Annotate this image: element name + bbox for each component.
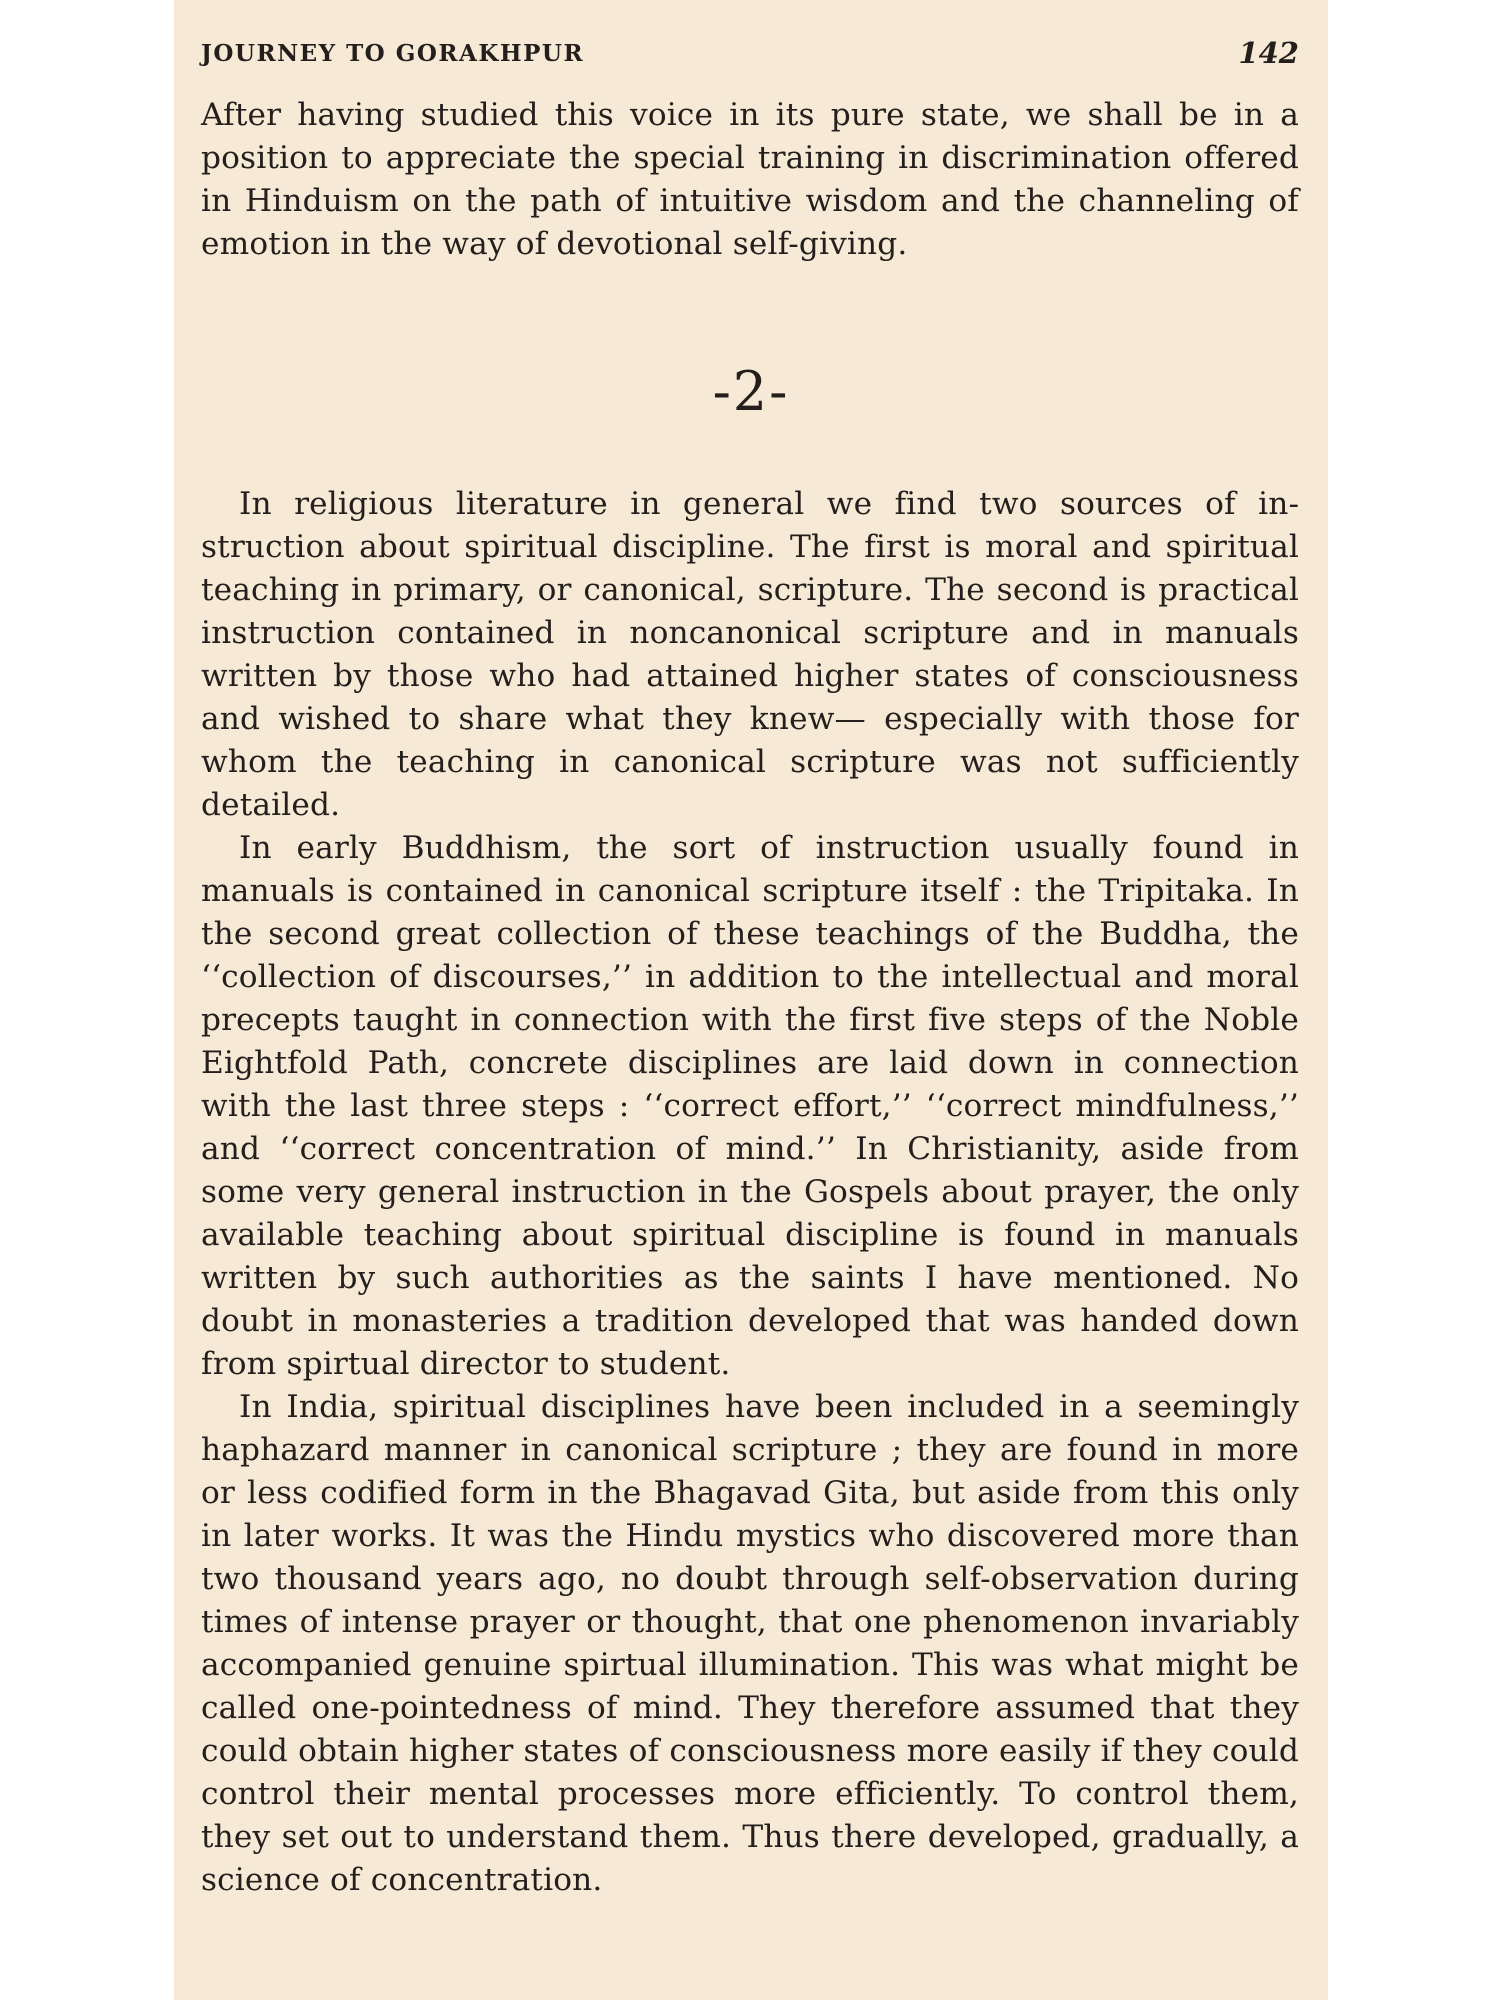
- opening-text-block: [201, 94, 1299, 266]
- book-page: [174, 0, 1328, 2000]
- section-number: -2-: [712, 360, 790, 423]
- page-header: [201, 36, 1299, 74]
- paragraph-buddhism-christianity: In early Buddhism, the sort of instruction usually found in manuals is contained in canonical scripture itself : the Tripitaka. In the second great collection of these teachings of the Buddha, the ‘‘collection of discourses,’’ in addition to the intellectual and moral precepts taught in connection with the first five steps of the Noble Eightfold Path, concrete disciplines are laid down in connection with the last three steps : ‘‘correct effort,’’ ‘‘correct mindfulness,’’ and ‘‘correct concentration of mind.’’ In Christianity, aside from some very general instruction in the Gospels about prayer, the only available teaching about spiritual discipline is found in manuals written by such authorities as the saints I have mentioned. No doubt in monasteries a tradition developed that was handed down from spirtual director to student.: [201, 830, 1299, 1382]
- paragraph-sources-of-instruction: In religious literature in general we find two sources of instruction about spiritual discipline. The first is moral and spiritual teaching in primary, or canonical, scripture. The second is practical instruction contained in noncanonical scripture and in manuals written by those who had attained higher states of consciousness and wished to share what they knew— especially with those for whom the teaching in canonical scripture was not sufficiently detailed.: [201, 486, 1299, 823]
- section-2-text-block: [201, 483, 1299, 1902]
- opening-paragraph: After having studied this voice in its pure state, we shall be in a position to appreciate the special training in discrimination offered in Hinduism on the path of intuitive wisdom and the channeling of emotion in the way of devotional self-giving.: [201, 97, 1299, 262]
- page-number: 142: [1238, 36, 1299, 70]
- paragraph-india-concentration: In India, spiritual disciplines have been included in a seemingly haphazard manner in canonical scripture ; they are found in more or less codified form in the Bhagavad Gita, but aside from this only in later works. It was the Hindu mystics who discovered more than two thousand years ago, no doubt through self-observation during times of intense prayer or thought, that one phenomenon invariably accompanied genuine spirtual illumination. This was what might be called one-pointedness of mind. They therefore assumed that they could obtain higher states of consciousness more easily if they could control their mental processes more efficiently. To control them, they set out to understand them. Thus there developed, gradually, a science of concentration.: [201, 1389, 1299, 1898]
- running-title: JOURNEY TO GORAKHPUR: [201, 40, 585, 67]
